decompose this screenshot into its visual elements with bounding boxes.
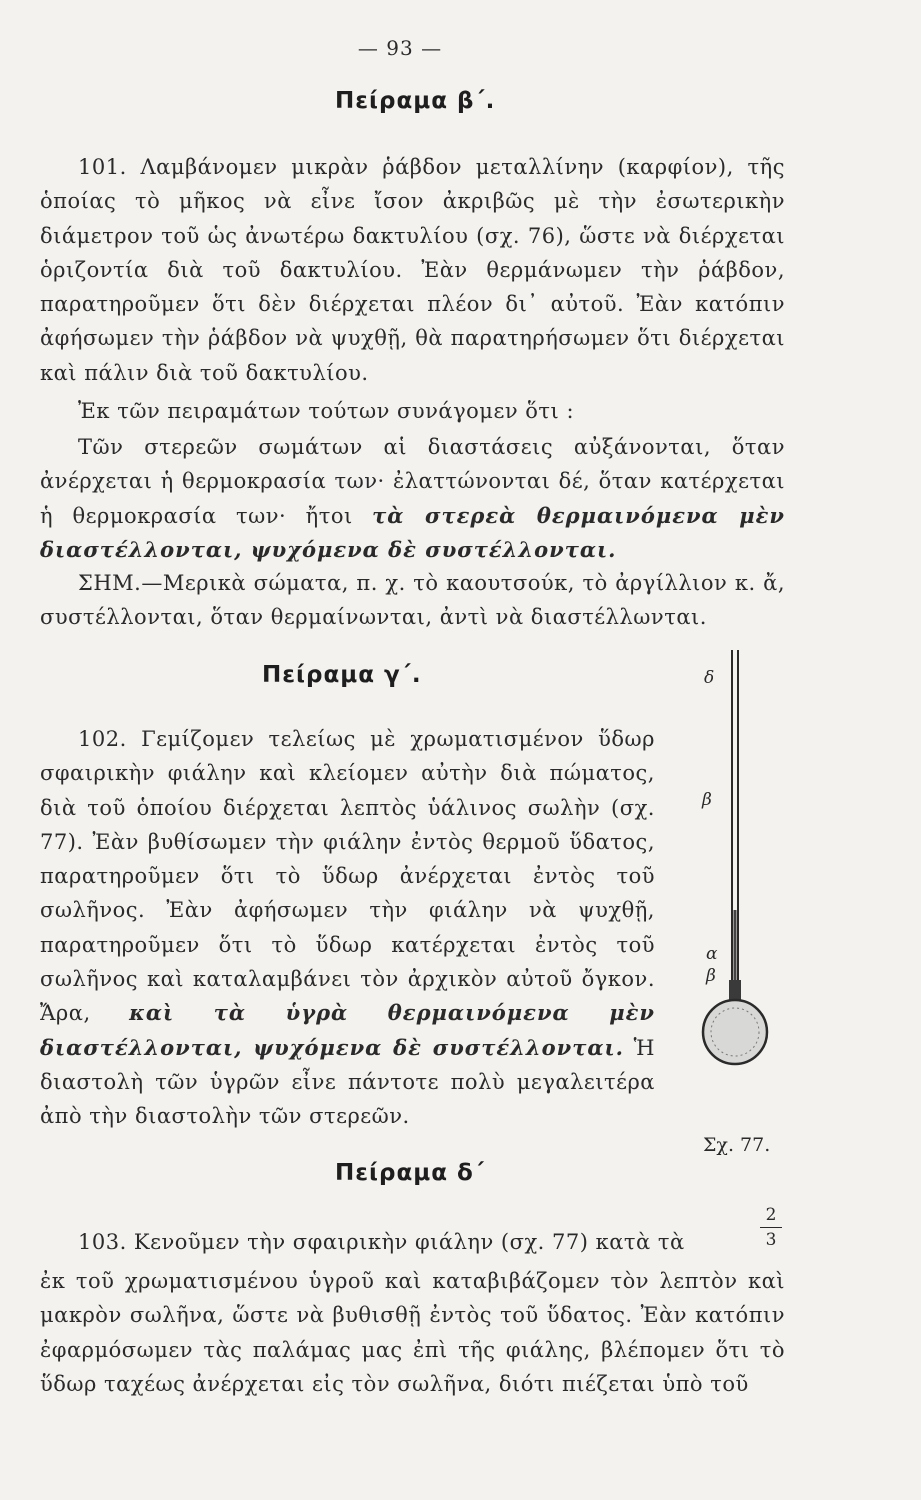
fraction-denominator: 3: [765, 1230, 777, 1250]
paragraph-102-bold: καὶ τὰ ὑγρὰ θερμαινόμενα μὲν διαστέλλονται, ψυχόμενα δὲ συστέλλονται.: [40, 1000, 655, 1060]
conclusion-bold: τὰ στερεὰ θερμαινόμενα μὲν διαστέλλονται, ψυχόμενα δὲ συστέλλονται.: [40, 502, 785, 562]
figure-label-low1: α: [706, 944, 718, 964]
flask-stopper: [729, 980, 741, 1002]
fraction-numerator: 2: [765, 1205, 777, 1225]
fraction-bar: [760, 1227, 782, 1228]
heading-experiment-d: Πείραμα δ΄: [335, 1160, 485, 1186]
figure-label-mid: β: [702, 790, 712, 810]
figure-caption: Σχ. 77.: [703, 1134, 771, 1156]
page-number: — 93 —: [357, 36, 443, 60]
paragraph-103-start-text: 103. Κενοῦμεν τὴν σφαιρικὴν φιάλην (σχ. 77) κατὰ τὰ: [78, 1230, 685, 1254]
spherical-flask: [703, 1000, 767, 1064]
figure-label-top: δ: [704, 668, 715, 688]
conclusion-text: Τῶν στερεῶν σωμάτων αἱ διαστάσεις αὐξάνονται, ὅταν ἀνέρχεται ἡ θερμοκρασία των· ἐλαττώνονται δέ, ὅταν κατέρχεται ἡ θερμοκρασία των· ἤτοι: [40, 435, 785, 528]
paragraph-102: [40, 722, 655, 1134]
paragraph-102-tail: Ἡ διαστολὴ τῶν ὑγρῶν εἶνε πάντοτε πολὺ μεγαλειτέρα ἀπὸ τὴν διαστολὴν τῶν στερεῶν.: [40, 1035, 655, 1129]
conclusion-intro-text: Ἐκ τῶν πειραμάτων τούτων συνάγομεν ὅτι :: [78, 399, 575, 423]
paragraph-101-text: 101. Λαμβάνομεν μικρὰν ῥάβδον μεταλλίνην (καρφίον), τῆς ὁποίας τὸ μῆκος νὰ εἶνε ἴσον ἀκριβῶς μὲ τὴν ἐσωτερικὴν διάμετρον τοῦ ὡς ἀνωτέρω δακτυλίου (σχ. 76), ὥστε νὰ διέρχεται ὁριζοντία διὰ τοῦ δακτυλίου. Ἐὰν θερμάνωμεν τὴν ῥάβδον, παρατηροῦμεν ὅτι δὲν διέρχεται πλέον δι᾽ αὐτοῦ. Ἐὰν κατόπιν ἀφήσωμεν τὴν ῥάβδον νὰ ψυχθῇ, θὰ παρατηρήσωμεν ὅτι διέρχεται καὶ πάλιν διὰ τοῦ δακτυλίου.: [40, 155, 785, 385]
conclusion-intro: [40, 394, 785, 428]
figure-label-low2: β: [706, 966, 716, 986]
fraction-two-thirds: [760, 1205, 782, 1250]
note-text: ΣΗΜ.—Μερικὰ σώματα, π. χ. τὸ καουτσούκ, τὸ ἀργίλλιον κ. ἄ, συστέλλονται, ὅταν θερμαίνωνται, ἀντὶ νὰ διαστέλλωνται.: [40, 571, 785, 630]
paragraph-102-text: 102. Γεμίζομεν τελείως μὲ χρωματισμένον ὕδωρ σφαιρικὴν φιάλην καὶ κλείομεν αὐτὴν διὰ πώματος, διὰ τοῦ ὁποίου διέρχεται λεπτὸς ὑάλινος σωλὴν (σχ. 77). Ἐὰν βυθίσωμεν τὴν φιάλην ἐντὸς θερμοῦ ὕδατος, παρατηροῦμεν ὅτι τὸ ὕδωρ ἀνέρχεται ἐντὸς τοῦ σωλῆνος. Ἐὰν ἀφήσωμεν τὴν φιάλην νὰ ψυχθῇ, παρατηροῦμεν ὅτι τὸ ὕδωρ κατέρχεται ἐντὸς τοῦ σωλῆνος καὶ καταλαμβάνει τὸν ἀρχικὸν αὐτοῦ ὄγκον. Ἄρα,: [40, 727, 655, 1026]
paragraph-103-start: [40, 1225, 740, 1259]
note-paragraph: [40, 566, 785, 635]
paragraph-103-rest: [40, 1264, 785, 1401]
paragraph-101: [40, 150, 785, 390]
paragraph-103-rest-text: ἐκ τοῦ χρωματισμένου ὑγροῦ καὶ καταβιβάζομεν τὸν λεπτὸν καὶ μακρὸν σωλῆνα, ὥστε νὰ βυθισθῇ ἐντὸς τοῦ ὕδατος. Ἐὰν κατόπιν ἐφαρμόσωμεν τὰς παλάμας μας ἐπὶ τῆς φιάλης, βλέπομεν ὅτι τὸ ὕδωρ ταχέως ἀνέρχεται εἰς τὸν σωλῆνα, διότι πιέζεται ὑπὸ τοῦ: [40, 1269, 785, 1396]
heading-experiment-b: Πείραμα β΄.: [335, 88, 496, 114]
heading-experiment-c: Πείραμα γ΄.: [262, 662, 422, 688]
figure-77-flask: [685, 650, 795, 1130]
conclusion-paragraph: [40, 430, 785, 567]
